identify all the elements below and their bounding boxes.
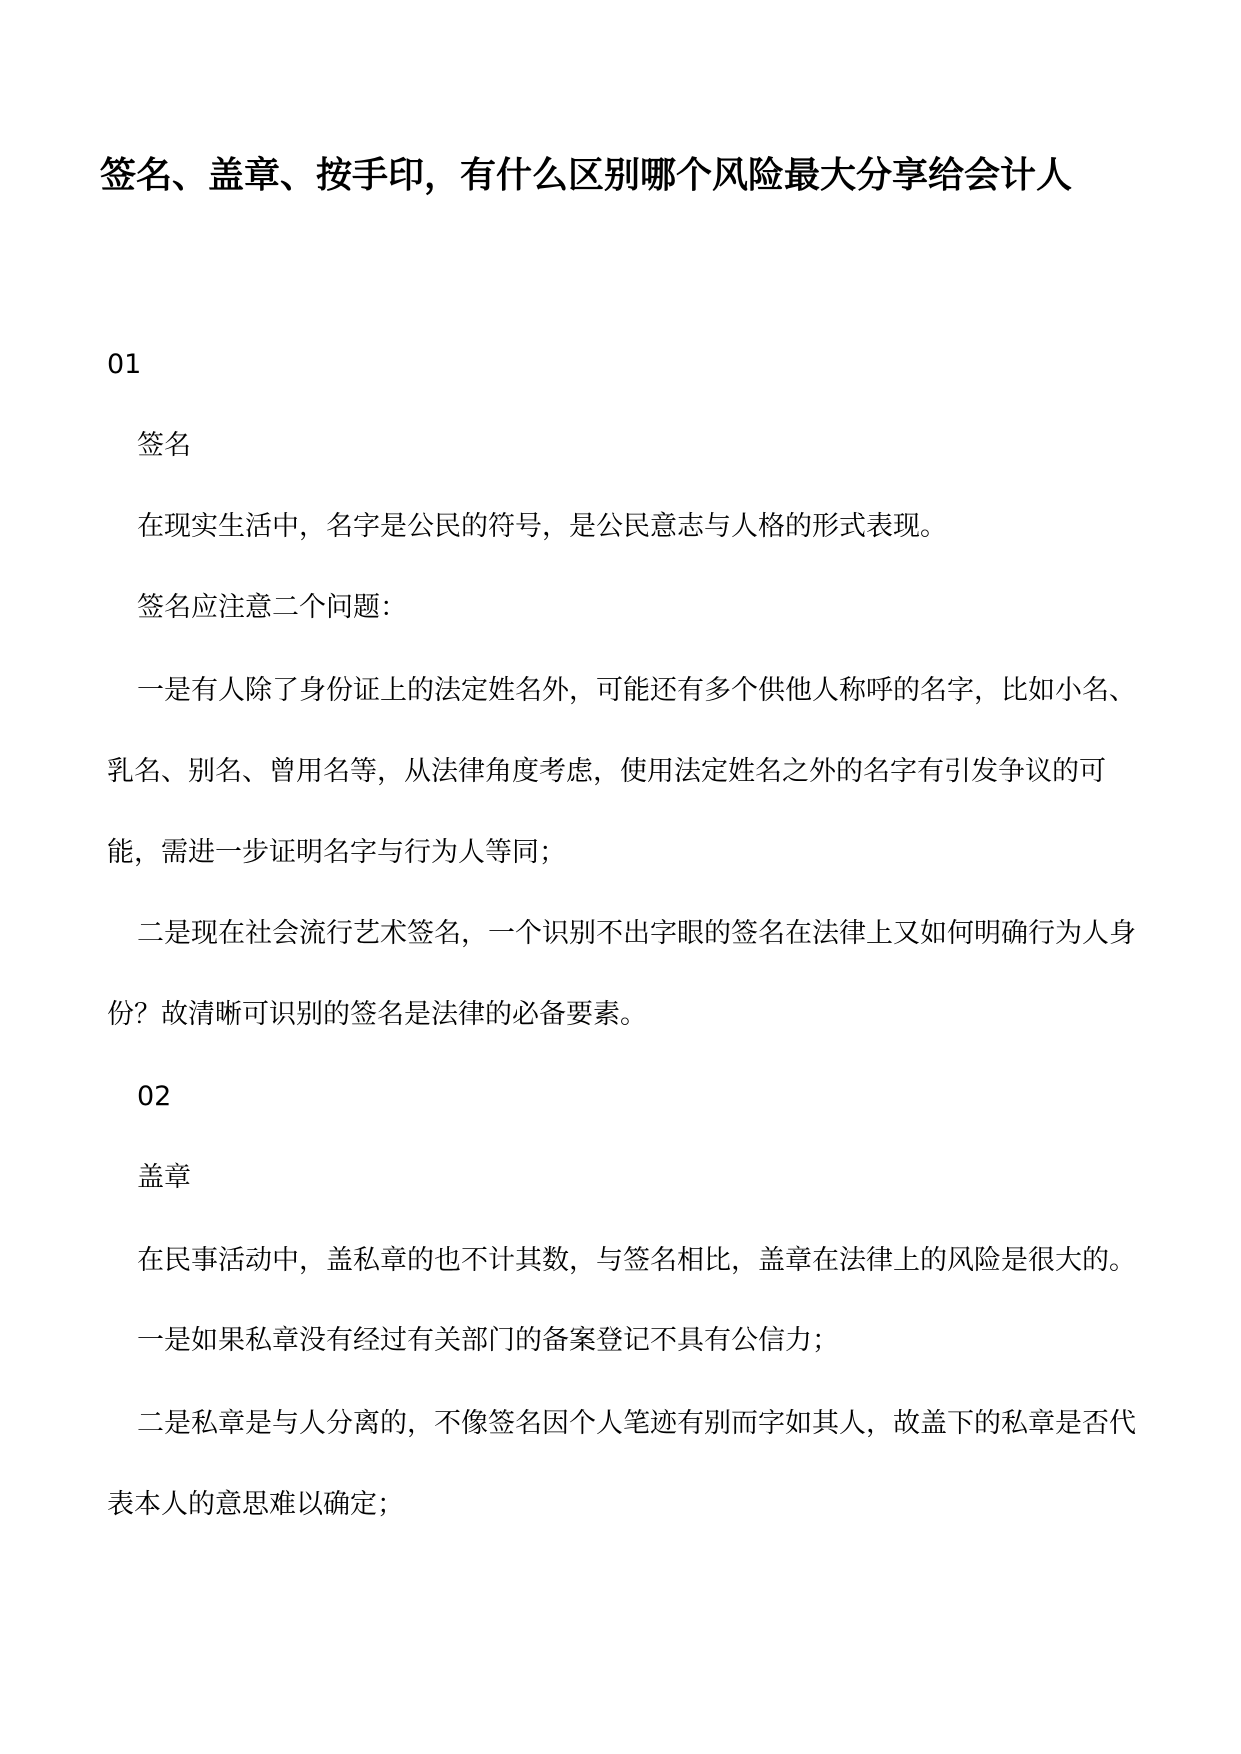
section-number-02: 02 [137,1081,172,1112]
section-heading-signature: 签名 [137,430,191,461]
section-heading-seal: 盖章 [137,1162,191,1193]
paragraph-issue-two: 二是现在社会流行艺术签名，一个识别不出字眼的签名在法律上又如何明确行为人身份？故清晰可识别的签名是法律的必备要素。 [107,918,1136,1030]
paragraph-issue-one: 一是有人除了身份证上的法定姓名外，可能还有多个供他人称呼的名字，比如小名、乳名、别名、曾用名等，从法律角度考虑，使用法定姓名之外的名字有引发争议的可能，需进一步证明名字与行为人等同； [107,675,1136,868]
paragraph-signature-issues: 签名应注意二个问题： [137,592,407,623]
document-body [107,345,1137,1545]
paragraph-seal-issue-one: 一是如果私章没有经过有关部门的备案登记不具有公信力； [137,1325,839,1356]
section-number-01: 01 [107,349,142,380]
paragraph-seal-issue-two: 二是私章是与人分离的，不像签名因个人笔迹有别而字如其人，故盖下的私章是否代表本人的意思难以确定； [107,1408,1136,1520]
document-title: 签名、盖章、按手印，有什么区别哪个风险最大分享给会计人 [100,154,1073,196]
paragraph-name-meaning: 在现实生活中，名字是公民的符号，是公民意志与人格的形式表现。 [137,511,947,542]
paragraph-seal-risk: 在民事活动中，盖私章的也不计其数，与签名相比，盖章在法律上的风险是很大的。 [137,1245,1136,1276]
